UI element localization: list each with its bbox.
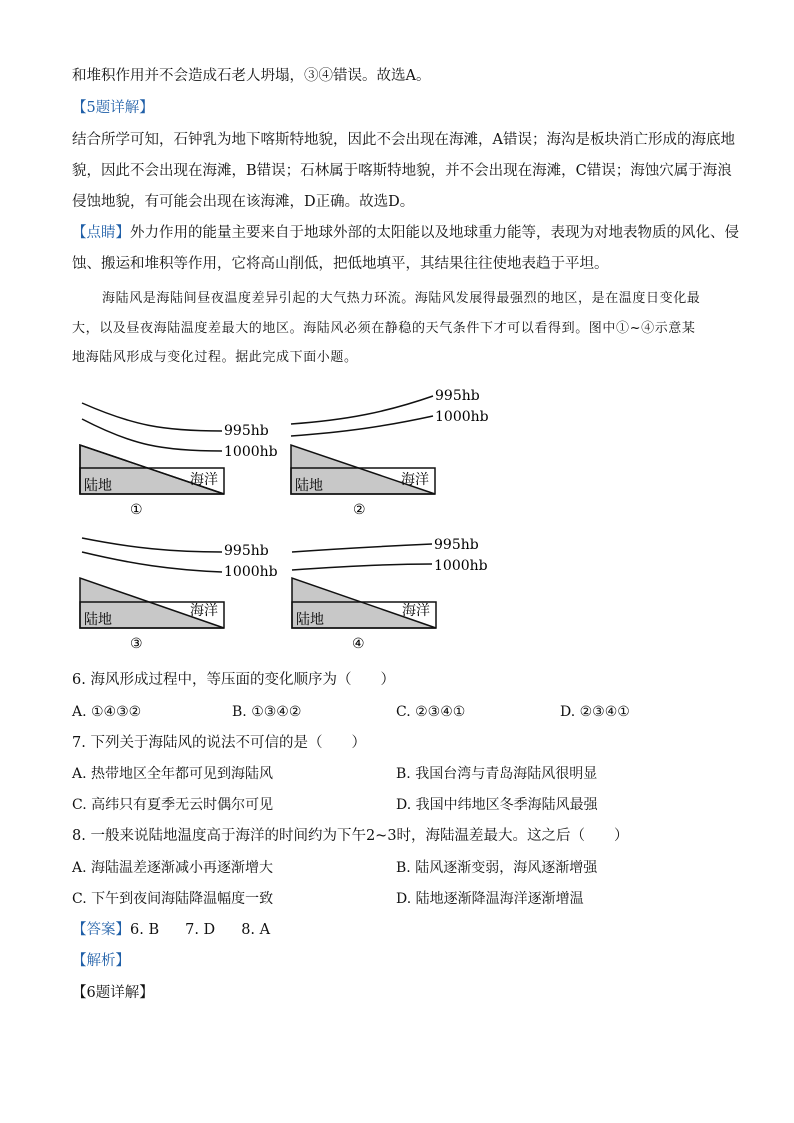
- q7-option-a[interactable]: A. 热带地区全年都可见到海陆风: [72, 766, 274, 782]
- key-point-line: [72, 223, 739, 243]
- question-7-stem: 7. 下列关于海陆风的说法不可信的是（ ）: [72, 735, 366, 751]
- isobar-995: [82, 538, 222, 552]
- q7-option-b[interactable]: B. 我国台湾与青岛海陆风很明显: [396, 766, 598, 782]
- q8-option-c[interactable]: C. 下午到夜间海陆降温幅度一致: [72, 891, 274, 907]
- sea-label: 海洋: [401, 472, 429, 488]
- sea-label: 海洋: [190, 472, 218, 488]
- q6-option-d[interactable]: D. ②③④①: [560, 704, 630, 720]
- sea-label: 海洋: [402, 603, 430, 619]
- q7-option-d[interactable]: D. 我国中纬地区冬季海陆风最强: [396, 797, 598, 813]
- key-point-text: 外力作用的能量主要来自于地球外部的太阳能以及地球重力能等，表现为对地表物质的风化、侵: [130, 225, 739, 241]
- answer-7: 7. D: [185, 922, 216, 938]
- passage-line-2: 大，以及昼夜海陆温度差最大的地区。海陆风必须在静稳的天气条件下才可以看得到。图中①~④示意某: [72, 321, 696, 336]
- q8-option-b[interactable]: B. 陆风逐渐变弱，海风逐渐增强: [396, 860, 598, 876]
- isobar-1000: [292, 564, 432, 570]
- isobar-1000: [291, 416, 433, 436]
- answer-line: [72, 920, 270, 940]
- isobar-label-1000: 1000hb: [434, 558, 488, 574]
- diagram-number: ④: [352, 636, 365, 652]
- land-label: 陆地: [84, 612, 112, 628]
- diagram-number: ①: [130, 502, 143, 518]
- land-label: 陆地: [296, 612, 324, 628]
- q6-detail-heading: 【6题详解】: [72, 985, 154, 1001]
- land-label: 陆地: [84, 478, 112, 494]
- isobar-label-995: 995hb: [224, 423, 269, 439]
- diagram-number: ②: [353, 502, 366, 518]
- explanation-line-5: 侵蚀地貌，有可能会出现在该海滩，D正确。故选D。: [72, 194, 415, 210]
- key-point-tag: 【点睛】: [72, 225, 130, 241]
- answer-8: 8. A: [241, 922, 271, 938]
- explanation-line-4: 貌，因此不会出现在海滩，B错误；石林属于喀斯特地貌，并不会出现在海滩，C错误；海蚀穴属于海浪: [72, 163, 732, 179]
- diagram-3: [72, 530, 292, 659]
- isobar-diagram-2: [287, 382, 507, 522]
- isobar-label-1000: 1000hb: [224, 444, 278, 460]
- answer-6: 6. B: [130, 922, 160, 938]
- isobar-label-1000: 1000hb: [224, 564, 278, 580]
- section-heading-q5-detail: 【5题详解】: [72, 100, 154, 116]
- key-point-line-2: 蚀、搬运和堆积等作用，它将高山削低，把低地填平，其结果往往使地表趋于平坦。: [72, 256, 609, 272]
- q6-option-b[interactable]: B. ①③④②: [232, 704, 302, 720]
- isobar-label-1000: 1000hb: [435, 409, 489, 425]
- diagram-number: ③: [130, 636, 143, 652]
- q8-option-d[interactable]: D. 陆地逐渐降温海洋逐渐增温: [396, 891, 584, 907]
- diagram-4: [288, 530, 508, 659]
- passage-line-1: 海陆风是海陆间昼夜温度差异引起的大气热力环流。海陆风发展得最强烈的地区，是在温度日变化最: [102, 291, 701, 306]
- explanation-line-3: 结合所学可知，石钟乳为地下喀斯特地貌，因此不会出现在海滩，A错误；海沟是板块消亡形成的海底地: [72, 132, 735, 148]
- diagram-1: [72, 395, 292, 524]
- question-8-stem: 8. 一般来说陆地温度高于海洋的时间约为下午2~3时，海陆温差最大。这之后（ ）: [72, 828, 629, 844]
- answer-tag: 【答案】: [72, 922, 130, 938]
- q7-option-c[interactable]: C. 高纬只有夏季无云时偶尔可见: [72, 797, 274, 813]
- isobar-995: [292, 544, 432, 552]
- sea-label: 海洋: [190, 603, 218, 619]
- diagram-2: [287, 382, 507, 526]
- isobar-diagram-3: [72, 530, 292, 655]
- explanation-line-1: 和堆积作用并不会造成石老人坍塌，③④错误。故选A。: [72, 68, 431, 84]
- isobar-diagram-4: [288, 530, 508, 655]
- passage-line-3: 地海陆风形成与变化过程。据此完成下面小题。: [72, 350, 358, 365]
- isobar-label-995: 995hb: [224, 543, 269, 559]
- isobar-995: [82, 403, 222, 431]
- isobar-diagram-1: [72, 395, 292, 520]
- isobar-1000: [82, 419, 222, 451]
- q8-option-a[interactable]: A. 海陆温差逐渐减小再逐渐增大: [72, 860, 274, 876]
- analysis-heading: 【解析】: [72, 953, 130, 969]
- isobar-label-995: 995hb: [435, 388, 480, 404]
- isobar-label-995: 995hb: [434, 537, 479, 553]
- land-label: 陆地: [295, 478, 323, 494]
- question-6-stem: 6. 海风形成过程中，等压面的变化顺序为（ ）: [72, 672, 395, 688]
- q6-option-a[interactable]: A. ①④③②: [72, 704, 142, 720]
- isobar-1000: [82, 552, 222, 572]
- q6-option-c[interactable]: C. ②③④①: [396, 704, 466, 720]
